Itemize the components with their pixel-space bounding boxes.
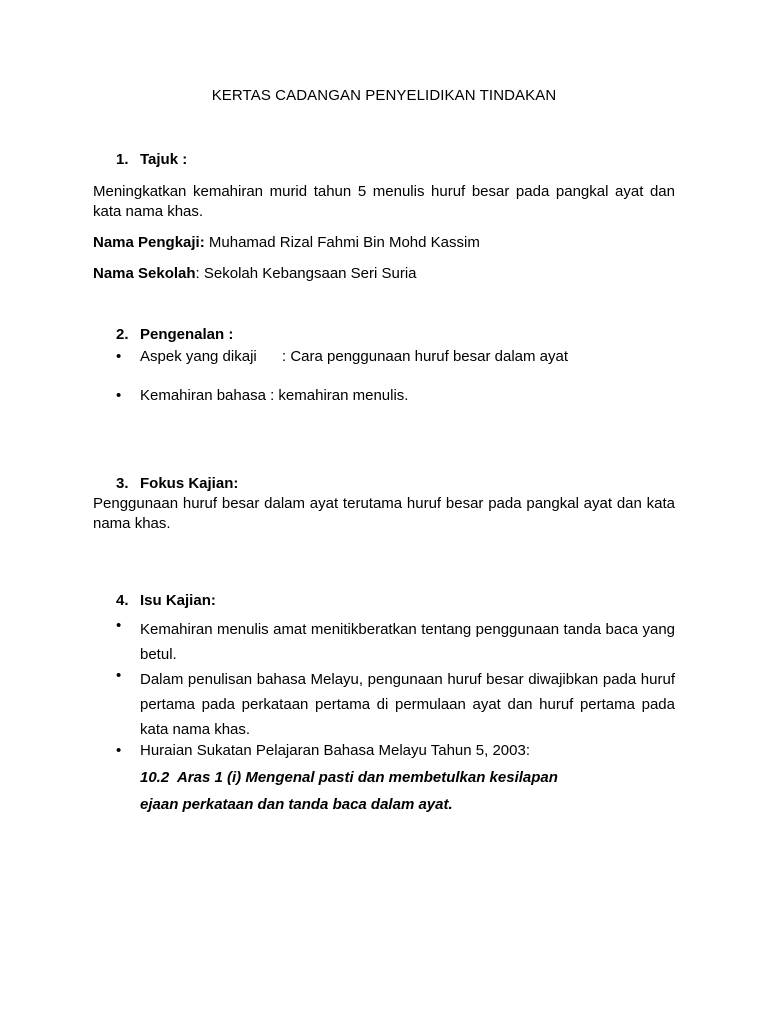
aspect-label: Aspek yang dikaji [140,348,257,365]
section-3-text: Penggunaan huruf besar dalam ayat terutama huruf besar pada pangkal ayat dan kata nama khas. [93,495,675,532]
section-3-number: 3. [116,475,129,492]
school-line [93,264,675,284]
bullet-icon: • [116,387,122,404]
bullet-icon: • [116,667,122,684]
syllabus-quote-line-1: 10.2 Aras 1 (i) Mengenal pasti dan membetulkan kesilapan [140,769,558,786]
aspect-line [140,348,675,365]
section-2-title: Pengenalan : [140,326,234,343]
bullet-icon: • [116,617,122,634]
aspect-value: : Cara penggunaan huruf besar dalam ayat [282,348,569,365]
section-1-number: 1. [116,151,129,168]
list-item [0,667,768,739]
section-2-number: 2. [116,326,129,343]
list-item [0,742,768,764]
school-value: : Sekolah Kebangsaan Seri Suria [195,265,417,282]
section-2-heading [116,326,233,343]
section-4-number: 4. [116,592,129,609]
language-skill-text: Kemahiran bahasa : kemahiran menulis. [140,387,409,404]
issue-1-text: Kemahiran menulis amat menitikberatkan tentang penggunaan tanda baca yang betul. [140,621,675,663]
list-item [0,348,768,368]
school-label: Nama Sekolah [93,265,196,282]
section-4-heading [116,592,216,609]
issue-3-text: Huraian Sukatan Pelajaran Bahasa Melayu Tahun 5, 2003: [140,742,530,759]
researcher-line [93,233,675,253]
list-item [0,387,768,407]
section-1-heading [116,151,187,168]
document-title: KERTAS CADANGAN PENYELIDIKAN TINDAKAN [211,87,557,104]
bullet-icon: • [116,348,122,365]
researcher-label: Nama Pengkaji: [93,234,205,251]
bullet-icon: • [116,742,122,759]
section-4-title: Isu Kajian: [140,592,216,609]
section-3-title: Fokus Kajian: [140,475,239,492]
section-1-text: Meningkatkan kemahiran murid tahun 5 menulis huruf besar pada pangkal ayat dan kata nama khas. [93,183,675,220]
issue-2-text: Dalam penulisan bahasa Melayu, pengunaan huruf besar diwajibkan pada huruf pertama pada perkataan pertama di permulaan ayat dan huruf pertama pada kata nama khas. [140,671,675,738]
list-item [0,617,768,665]
section-3-heading [116,475,238,492]
researcher-value: Muhamad Rizal Fahmi Bin Mohd Kassim [204,234,480,251]
section-1-title: Tajuk : [140,151,188,168]
syllabus-quote-line-2: ejaan perkataan dan tanda baca dalam ayat. [140,796,453,813]
